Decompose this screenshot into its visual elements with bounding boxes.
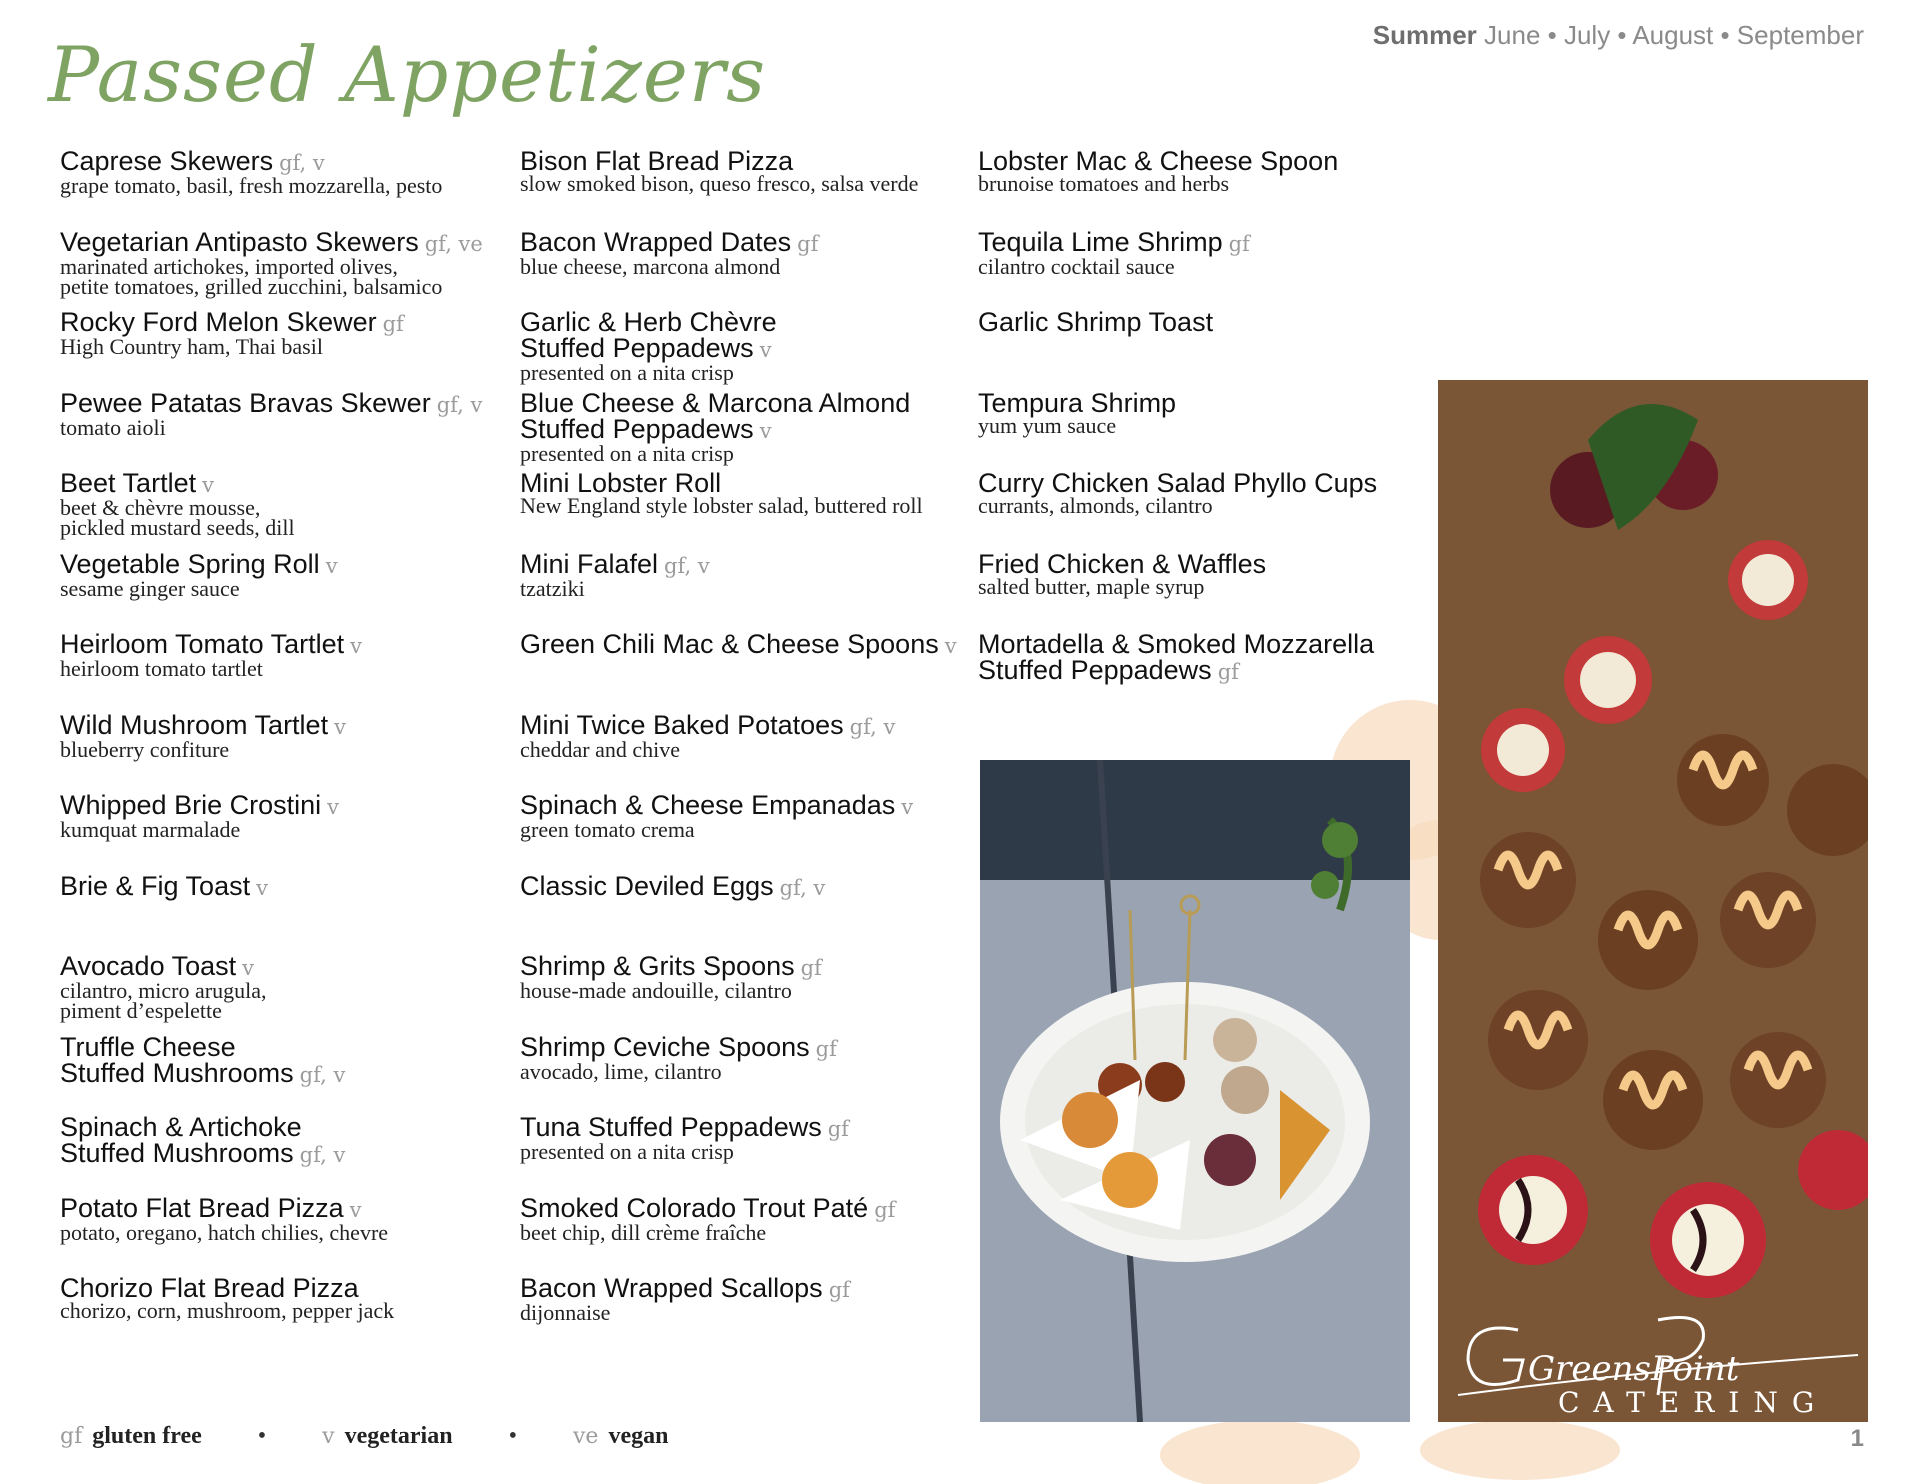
logo-catering-text: CATERING xyxy=(1558,1386,1829,1419)
menu-item-description: green tomato crema xyxy=(520,817,695,842)
menu-item xyxy=(60,792,500,840)
dietary-tags: gf, v xyxy=(436,393,483,417)
menu-item-title: Lobster Mac & Cheese Spoon xyxy=(978,146,1339,176)
menu-item xyxy=(60,551,500,599)
dietary-tags: v xyxy=(325,554,338,578)
menu-item-name xyxy=(520,229,960,257)
menu-item-title: Pewee Patatas Bravas Skewer xyxy=(60,388,431,418)
menu-item-title: Shrimp & Grits Spoons xyxy=(520,951,795,981)
menu-item-description: currants, almonds, cilantro xyxy=(978,493,1213,518)
menu-item-description: blueberry confiture xyxy=(60,737,230,762)
dietary-tags: gf xyxy=(828,1278,850,1302)
dietary-tags: gf xyxy=(1228,232,1250,256)
menu-item xyxy=(978,148,1398,194)
menu-item-description: marinated artichokes, imported olives, petite tomatoes, grilled zucchini, balsamico xyxy=(60,254,443,299)
legend-v: v vegetarian xyxy=(322,1423,453,1449)
menu-item-description: grape tomato, basil, fresh mozzarella, pesto xyxy=(60,173,443,198)
menu-item xyxy=(60,712,500,760)
menu-item-name xyxy=(60,1114,500,1168)
menu-item-title: Potato Flat Bread Pizza xyxy=(60,1193,344,1223)
dietary-tags: gf xyxy=(815,1037,837,1061)
menu-item-title: Rocky Ford Melon Skewer xyxy=(60,307,377,337)
menu-item-description: presented on a nita crisp xyxy=(520,441,734,466)
menu-item-title: Whipped Brie Crostini xyxy=(60,790,322,820)
plated-appetizers-photo xyxy=(980,760,1410,1422)
menu-item xyxy=(60,873,500,901)
page-title: Passed Appetizers xyxy=(48,30,767,119)
menu-item-title: Vegetable Spring Roll xyxy=(60,549,320,579)
menu-item-name xyxy=(60,309,500,337)
menu-item-description: presented on a nita crisp xyxy=(520,360,734,385)
menu-item xyxy=(520,229,960,277)
menu-item-description: yum yum sauce xyxy=(978,413,1117,438)
menu-item xyxy=(60,229,500,297)
menu-item xyxy=(60,1114,500,1168)
menu-item-description: tomato aioli xyxy=(60,415,166,440)
menu-item-title: Brie & Fig Toast xyxy=(60,871,251,901)
menu-item-description: blue cheese, marcona almond xyxy=(520,254,781,279)
dietary-tags: v xyxy=(759,419,772,443)
dietary-legend xyxy=(60,1423,668,1450)
menu-item-name xyxy=(978,631,1398,685)
menu-item-title: Mortadella & Smoked Mozzarella Stuffed Peppadews xyxy=(978,629,1375,685)
menu-item-name xyxy=(520,873,960,901)
menu-item-name xyxy=(520,1034,960,1062)
dietary-tags: gf, v xyxy=(664,554,710,578)
menu-item-title: Bison Flat Bread Pizza xyxy=(520,146,794,176)
decorative-splash xyxy=(1420,1420,1620,1480)
page-number: 1 xyxy=(1850,1425,1864,1452)
menu-item-name xyxy=(60,953,500,981)
menu-item-title: Vegetarian Antipasto Skewers xyxy=(60,227,419,257)
legend-separator: • xyxy=(257,1423,267,1449)
menu-item xyxy=(520,873,960,901)
menu-item-description: cilantro cocktail sauce xyxy=(978,254,1175,279)
dietary-tags: v xyxy=(944,634,957,658)
menu-item-title: Classic Deviled Eggs xyxy=(520,871,774,901)
menu-item-title: Mini Falafel xyxy=(520,549,659,579)
menu-item xyxy=(60,631,500,679)
menu-item xyxy=(60,1195,500,1243)
menu-item-title: Bacon Wrapped Scallops xyxy=(520,1273,823,1303)
menu-item-name xyxy=(520,953,960,981)
menu-item xyxy=(520,631,960,659)
menu-item-title: Heirloom Tomato Tartlet xyxy=(60,629,345,659)
menu-item xyxy=(520,1195,960,1243)
menu-item-title: Bacon Wrapped Dates xyxy=(520,227,792,257)
menu-item-title: Spinach & Artichoke Stuffed Mushrooms xyxy=(60,1112,302,1168)
menu-item-description: brunoise tomatoes and herbs xyxy=(978,171,1230,196)
dietary-tags: gf, v xyxy=(849,715,896,739)
greenspoint-catering-logo xyxy=(1448,1300,1868,1420)
menu-item-name xyxy=(520,1114,960,1142)
dietary-tags: gf xyxy=(1217,660,1239,684)
menu-item xyxy=(978,309,1398,335)
menu-item-name xyxy=(520,631,960,659)
menu-item xyxy=(520,953,960,1001)
menu-item xyxy=(520,1034,960,1082)
menu-item-description: sesame ginger sauce xyxy=(60,576,240,601)
menu-item-title: Shrimp Ceviche Spoons xyxy=(520,1032,810,1062)
menu-item-description: beet chip, dill crème fraîche xyxy=(520,1220,767,1245)
menu-item xyxy=(978,631,1398,685)
appetizer-tray-photo xyxy=(1438,380,1868,1422)
menu-item-title: Smoked Colorado Trout Paté xyxy=(520,1193,869,1223)
menu-item-description: tzatziki xyxy=(520,576,585,601)
menu-item-description: dijonnaise xyxy=(520,1300,611,1325)
dietary-tags: gf, v xyxy=(779,876,826,900)
season-header xyxy=(1373,20,1864,51)
menu-item-name xyxy=(520,1195,960,1223)
menu-item-description: potato, oregano, hatch chilies, chevre xyxy=(60,1220,389,1245)
menu-item-name xyxy=(978,229,1398,257)
dietary-tags: v xyxy=(901,795,914,819)
dietary-tags: v xyxy=(349,1198,362,1222)
menu-item xyxy=(60,953,500,1021)
menu-item-name xyxy=(60,1034,500,1088)
menu-item-description: High Country ham, Thai basil xyxy=(60,334,323,359)
dietary-tags: gf, ve xyxy=(424,232,483,256)
legend-gf: gf gluten free xyxy=(60,1423,202,1449)
menu-item-title: Tequila Lime Shrimp xyxy=(978,227,1223,257)
menu-item xyxy=(520,390,960,464)
menu-item-name xyxy=(520,712,960,740)
menu-item xyxy=(520,470,960,516)
menu-item-name xyxy=(60,390,500,418)
dietary-tags: v xyxy=(242,956,255,980)
menu-item xyxy=(520,1114,960,1162)
menu-item xyxy=(60,1034,500,1088)
menu-item-description: cilantro, micro arugula, piment d’espelette xyxy=(60,978,267,1023)
season-name: Summer xyxy=(1372,20,1477,50)
dietary-tags: v xyxy=(759,338,772,362)
menu-item-description: presented on a nita crisp xyxy=(520,1139,734,1164)
menu-item-description: salted butter, maple syrup xyxy=(978,574,1205,599)
menu-item-description: cheddar and chive xyxy=(520,737,681,762)
menu-item xyxy=(978,470,1398,516)
menu-item-name xyxy=(60,873,500,901)
menu-item-title: Spinach & Cheese Empanadas xyxy=(520,790,896,820)
menu-item xyxy=(978,390,1398,436)
menu-item-name xyxy=(520,551,960,579)
menu-item-name xyxy=(60,229,500,257)
menu-item-name xyxy=(60,631,500,659)
menu-item-description: chorizo, corn, mushroom, pepper jack xyxy=(60,1298,395,1323)
menu-item-title: Avocado Toast xyxy=(60,951,237,981)
dietary-tags: gf xyxy=(382,312,404,336)
menu-item-title: Garlic & Herb Chèvre Stuffed Peppadews xyxy=(520,307,777,363)
menu-item-description: heirloom tomato tartlet xyxy=(60,656,263,681)
dietary-tags: v xyxy=(350,634,362,658)
menu-item xyxy=(520,148,960,194)
menu-item-title: Chorizo Flat Bread Pizza xyxy=(60,1273,359,1303)
legend-separator: • xyxy=(508,1423,517,1449)
menu-item-title: Truffle Cheese Stuffed Mushrooms xyxy=(60,1032,294,1088)
menu-item-title: Mini Twice Baked Potatoes xyxy=(520,710,844,740)
menu-item-title: Beet Tartlet xyxy=(60,468,197,498)
menu-item xyxy=(520,1275,960,1323)
menu-item-title: Garlic Shrimp Toast xyxy=(978,307,1214,337)
dietary-tags: gf, v xyxy=(299,1063,346,1087)
dietary-tags: gf xyxy=(800,956,822,980)
menu-item-name xyxy=(60,551,500,579)
menu-item xyxy=(520,309,960,383)
menu-item xyxy=(60,390,500,438)
season-months: June • July • August • September xyxy=(1484,20,1864,50)
menu-item xyxy=(60,148,500,196)
menu-item-description: slow smoked bison, queso fresco, salsa verde xyxy=(520,171,919,196)
menu-item-description: avocado, lime, cilantro xyxy=(520,1059,722,1084)
menu-item-description: house-made andouille, cilantro xyxy=(520,978,792,1003)
dietary-tags: v xyxy=(327,795,339,819)
logo-script-text: GreensPoint xyxy=(1528,1349,1740,1389)
menu-item-title: Tempura Shrimp xyxy=(978,388,1177,418)
menu-item xyxy=(60,309,500,357)
menu-item-name xyxy=(978,309,1398,335)
dietary-tags: gf, v xyxy=(279,151,325,175)
menu-item-name xyxy=(60,470,500,498)
menu-item-title: Caprese Skewers xyxy=(60,146,274,176)
dietary-tags: v xyxy=(256,876,268,900)
menu-item xyxy=(60,1275,500,1321)
menu-item-description: beet & chèvre mousse, pickled mustard seeds, dill xyxy=(60,495,295,540)
menu-item xyxy=(978,229,1398,277)
menu-item-title: Tuna Stuffed Peppadews xyxy=(520,1112,822,1142)
dietary-tags: gf xyxy=(874,1198,896,1222)
menu-item xyxy=(520,792,960,840)
menu-item-name xyxy=(520,792,960,820)
menu-item-title: Wild Mushroom Tartlet xyxy=(60,710,329,740)
menu-item-name xyxy=(520,1275,960,1303)
menu-item-name xyxy=(60,712,500,740)
menu-item-title: Green Chili Mac & Cheese Spoons xyxy=(520,629,939,659)
dietary-tags: gf xyxy=(797,232,819,256)
menu-item-title: Fried Chicken & Waffles xyxy=(978,549,1267,579)
dietary-tags: v xyxy=(202,473,214,497)
menu-item-name xyxy=(520,309,960,363)
menu-item-description: kumquat marmalade xyxy=(60,817,241,842)
menu-item xyxy=(520,712,960,760)
menu-item-title: Curry Chicken Salad Phyllo Cups xyxy=(978,468,1378,498)
dietary-tags: gf xyxy=(827,1117,849,1141)
menu-item-description: New England style lobster salad, buttered roll xyxy=(520,493,923,518)
menu-item xyxy=(520,551,960,599)
menu-item-name xyxy=(60,148,500,176)
menu-item-name xyxy=(60,1195,500,1223)
menu-item xyxy=(978,551,1398,597)
menu-item-name xyxy=(60,792,500,820)
menu-item-title: Blue Cheese & Marcona Almond Stuffed Peppadews xyxy=(520,388,911,444)
legend-ve: ve vegan xyxy=(572,1423,669,1449)
dietary-tags: gf, v xyxy=(299,1143,346,1167)
menu-item-name xyxy=(520,390,960,444)
menu-item xyxy=(60,470,500,538)
decorative-splash xyxy=(1160,1420,1360,1484)
dietary-tags: v xyxy=(334,715,346,739)
menu-item-title: Mini Lobster Roll xyxy=(520,468,722,498)
